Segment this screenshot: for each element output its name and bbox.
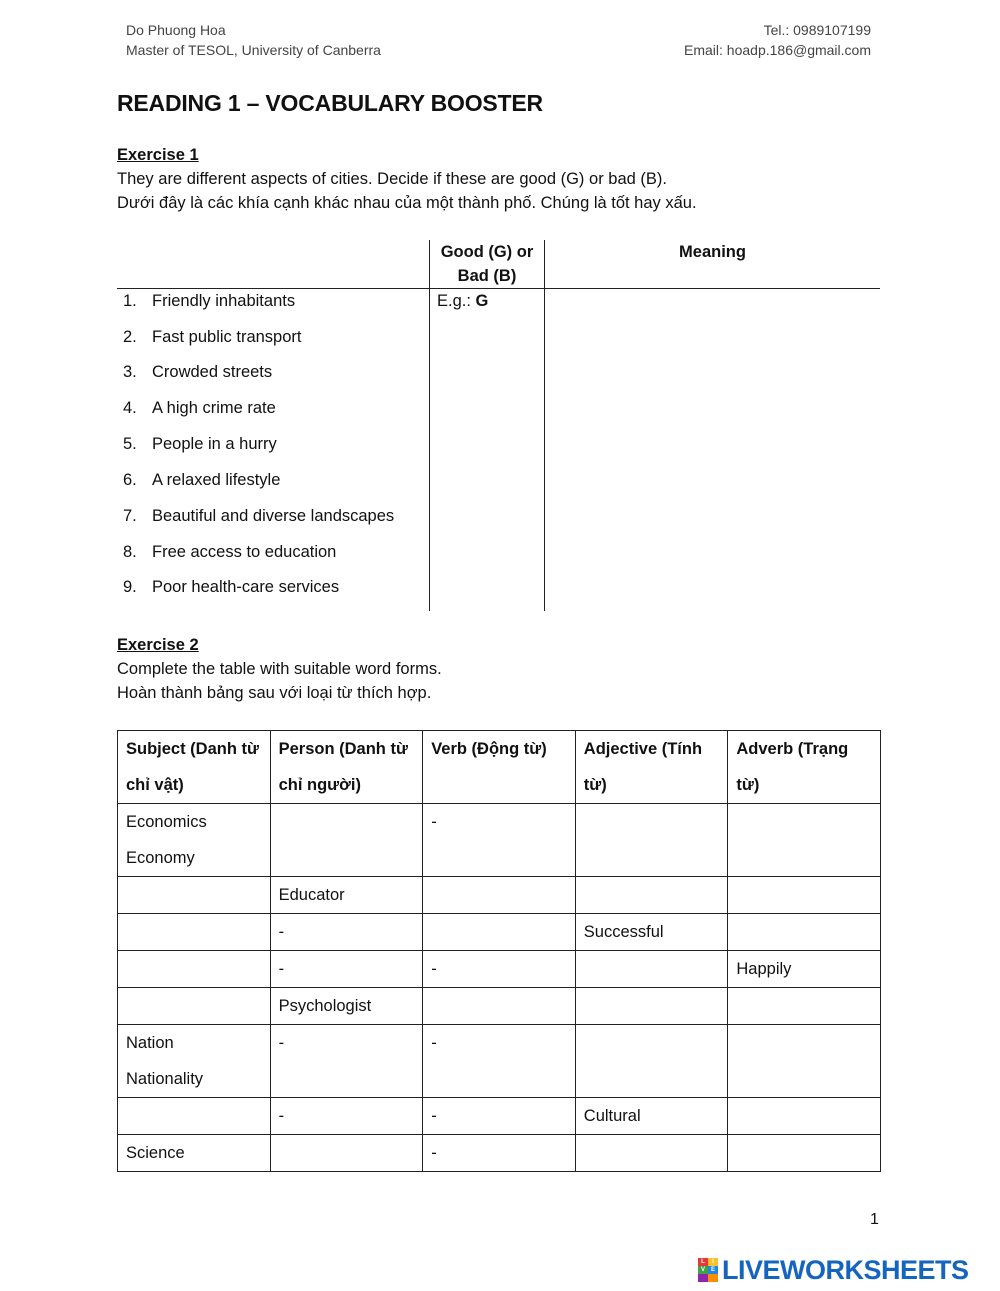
item-text: Beautiful and diverse landscapes [152,507,395,525]
table-cell [575,877,728,914]
exercise2-table-body [118,731,881,1172]
list-item [123,289,295,313]
item-text: A high crime rate [152,399,276,417]
table-cell [575,988,728,1025]
exercise2-instruction-en: Complete the table with suitable word forms. [117,660,442,678]
logo-tile: I [708,1258,718,1266]
author-credential: Master of TESOL, University of Canberra [126,42,381,58]
list-item [123,575,339,599]
item-text: Friendly inhabitants [152,292,296,310]
author-email: Email: hoadp.186@gmail.com [684,42,871,58]
column-header: Subject (Danh từ chỉ vật) [118,731,271,804]
list-item [123,432,277,456]
column-header-good-bad-line2: Bad (B) [457,267,517,285]
table-cell [575,1025,728,1098]
list-item [123,540,336,564]
table-cell [728,1098,881,1135]
table-cell: Science [118,1135,271,1172]
table-cell: - [423,951,576,988]
author-phone: Tel.: 0989107199 [763,22,871,38]
table-cell [728,877,881,914]
example-value: G [475,292,489,310]
column-header-meaning: Meaning [679,243,746,261]
list-item [123,504,394,528]
table-row [118,1098,881,1135]
exercise1-instruction-en: They are different aspects of cities. Decide if these are good (G) or bad (B). [117,170,667,188]
table-cell: Happily [728,951,881,988]
header-left [126,20,381,60]
table-cell: - [270,914,423,951]
list-item [123,360,272,384]
item-text: Poor health-care services [152,578,340,596]
item-number: 9. [123,578,137,596]
table-cell: - [423,1135,576,1172]
table-row [118,1025,881,1098]
table-cell [728,1135,881,1172]
table-cell [728,914,881,951]
exercise1-table [117,240,880,611]
list-item [123,396,276,420]
table-cell: Cultural [575,1098,728,1135]
item-text: Free access to education [152,543,337,561]
table-row [118,951,881,988]
table-cell [575,1135,728,1172]
item-number: 2. [123,328,137,346]
exercise1-instruction-vi: Dưới đây là các khía cạnh khác nhau của một thành phố. Chúng là tốt hay xấu. [117,194,697,212]
table-cell [728,804,881,877]
table-cell [118,1098,271,1135]
table-cell: - [270,951,423,988]
table-cell: - [423,1025,576,1098]
table-cell [118,951,271,988]
table-cell [728,1025,881,1098]
logo-tile [698,1274,708,1282]
table-row [118,804,881,877]
column-header: Adjective (Tính từ) [575,731,728,804]
item-number: 6. [123,471,137,489]
table-cell [118,988,271,1025]
table-cell: Nation Nationality [118,1025,271,1098]
item-number: 1. [123,292,137,310]
exercise2-heading: Exercise 2 [117,636,199,654]
table-cell: - [423,804,576,877]
logo-text: LIVEWORKSHEETS [722,1255,969,1285]
example-prefix: E.g.: [437,292,476,310]
exercise2-instruction-vi: Hoàn thành bảng sau với loại từ thích hợp. [117,684,432,702]
table-cell: Economics Economy [118,804,271,877]
author-name: Do Phuong Hoa [126,22,226,38]
table-row [118,1135,881,1172]
table-cell [575,804,728,877]
column-divider [429,240,430,611]
list-item [123,325,301,349]
list-item [123,468,280,492]
table-cell [423,988,576,1025]
table-cell: - [423,1098,576,1135]
item-number: 5. [123,435,137,453]
liveworksheets-logo [698,1256,969,1284]
table-cell: Educator [270,877,423,914]
column-divider [544,240,545,611]
column-header-good-bad-line1: Good (G) or [440,243,534,261]
table-row [118,988,881,1025]
item-number: 8. [123,543,137,561]
table-cell [423,914,576,951]
table-cell [270,804,423,877]
page-number: 1 [870,1211,879,1228]
table-cell: Psychologist [270,988,423,1025]
item-number: 3. [123,363,137,381]
page-title: READING 1 – VOCABULARY BOOSTER [117,90,543,116]
table-cell [118,877,271,914]
table-cell [270,1135,423,1172]
item-text: Fast public transport [152,328,302,346]
table-row [118,877,881,914]
column-header: Verb (Động từ) [423,731,576,804]
table-cell [118,914,271,951]
item-text: Crowded streets [152,363,273,381]
table-cell: - [270,1098,423,1135]
table-cell [575,951,728,988]
header-right [684,20,871,60]
example-answer [437,289,488,313]
logo-tile: V [698,1266,708,1274]
column-header: Adverb (Trạng từ) [728,731,881,804]
item-number: 7. [123,507,137,525]
exercise2-table [117,730,881,1172]
column-header-good-bad [429,240,545,288]
item-text: People in a hurry [152,435,277,453]
table-row [118,914,881,951]
exercise1-heading: Exercise 1 [117,146,199,164]
item-number: 4. [123,399,137,417]
table-cell: - [270,1025,423,1098]
logo-tile [708,1274,718,1282]
table-cell: Successful [575,914,728,951]
logo-mark-icon [698,1258,718,1282]
logo-tile: E [708,1266,718,1274]
column-header: Person (Danh từ chỉ người) [270,731,423,804]
table-header-row [118,731,881,804]
logo-tile: L [698,1258,708,1266]
table-cell [423,877,576,914]
item-text: A relaxed lifestyle [152,471,281,489]
table-cell [728,988,881,1025]
